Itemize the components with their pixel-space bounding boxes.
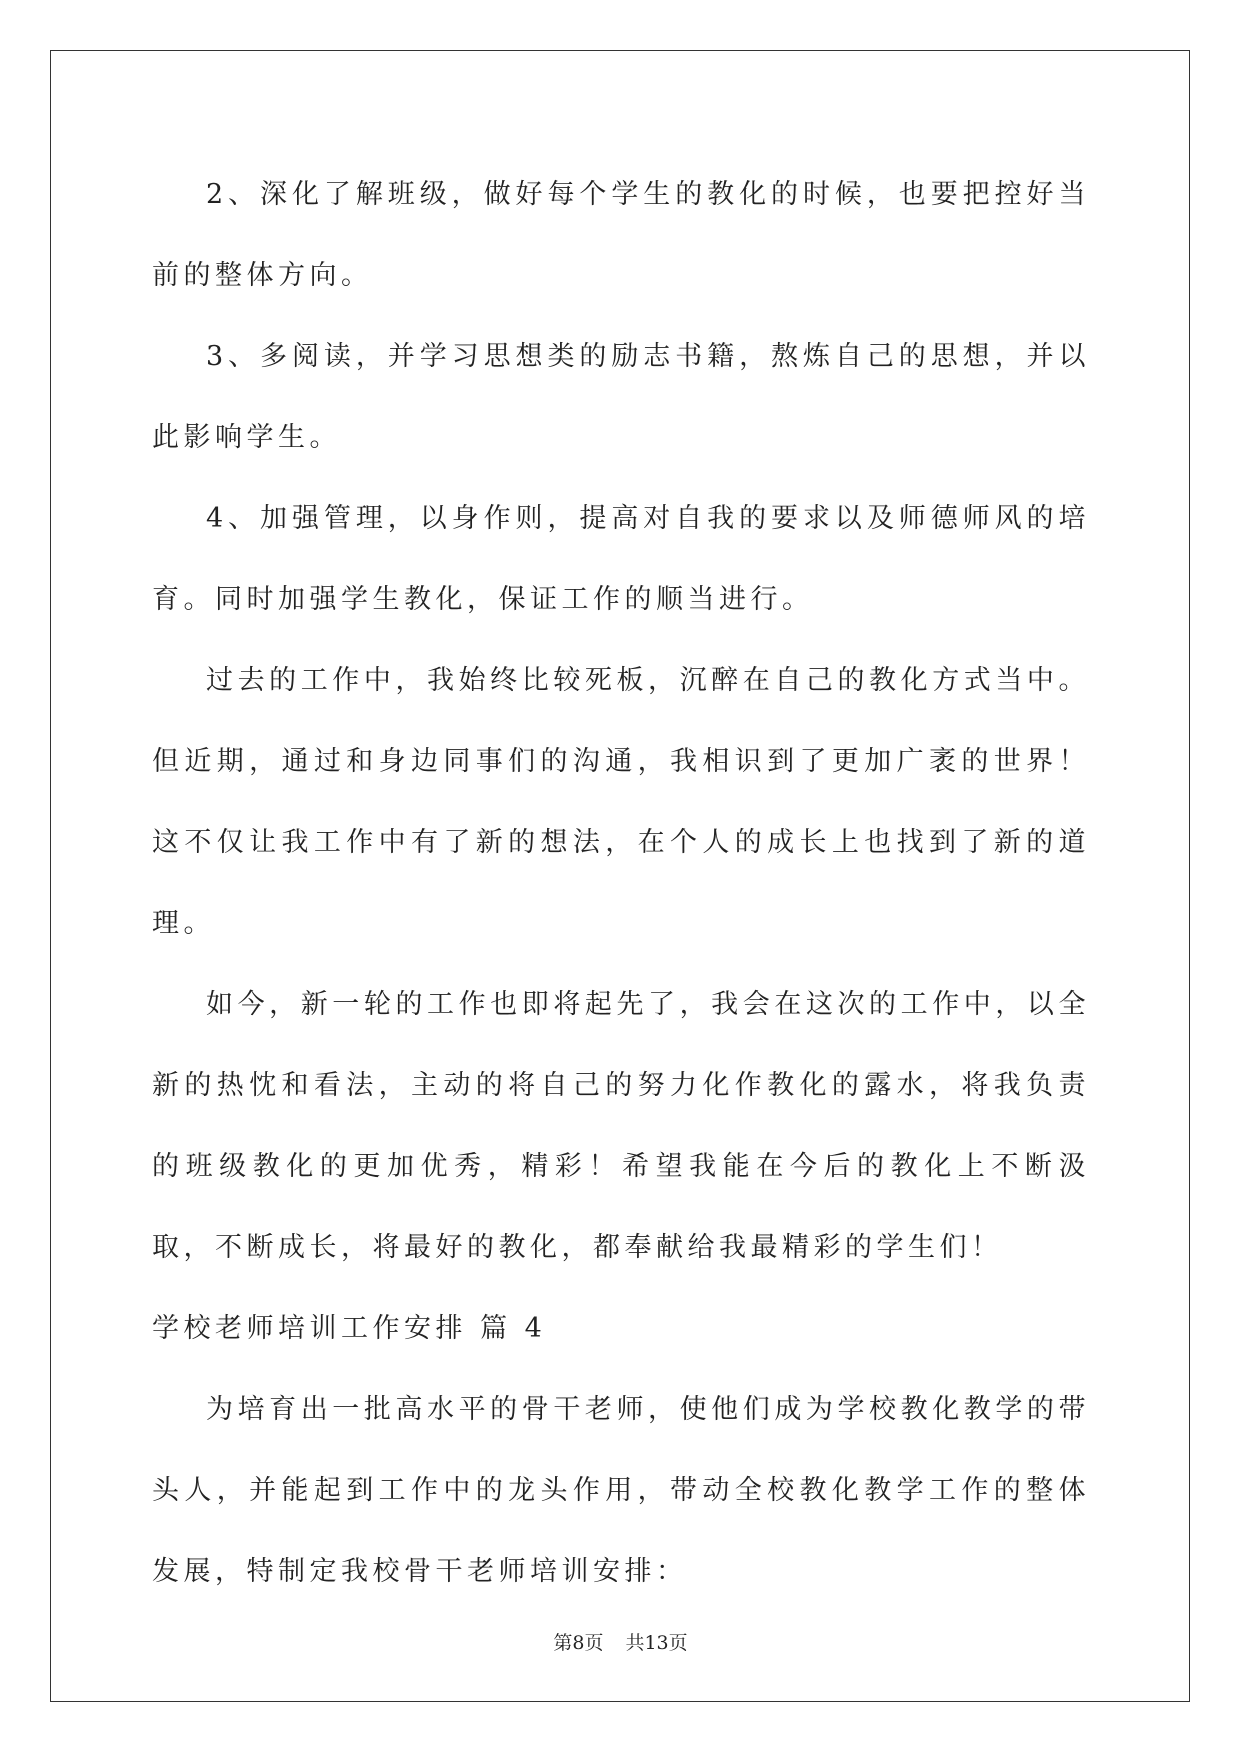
paragraph-intro: 为培育出一批高水平的骨干老师，使他们成为学校教化教学的带头人，并能起到工作中的龙头作用，带动全校教化教学工作的整体发展，特制定我校骨干老师培训安排： (152, 1394, 1090, 1587)
page-footer (0, 1628, 1241, 1655)
paragraph-item-4: 4、加强管理，以身作则，提高对自我的要求以及师德师风的培育。同时加强学生教化，保证工作的顺当进行。 (152, 503, 1090, 615)
paragraph-reflection: 过去的工作中，我始终比较死板，沉醉在自己的教化方式当中。但近期，通过和身边同事们的沟通，我相识到了更加广袤的世界！这不仅让我工作中有了新的想法，在个人的成长上也找到了新的道理。 (152, 665, 1090, 939)
paragraph-item-3: 3、多阅读，并学习思想类的励志书籍，熬炼自己的思想，并以此影响学生。 (152, 341, 1090, 453)
page-number: 第8页 (553, 1632, 604, 1654)
paragraph-outlook: 如今，新一轮的工作也即将起先了，我会在这次的工作中，以全新的热忱和看法，主动的将自己的努力化作教化的露水，将我负责的班级教化的更加优秀，精彩！希望我能在今后的教化上不断汲取，不断成长，将最好的教化，都奉献给我最精彩的学生们！ (152, 989, 1090, 1263)
paragraph-item-2: 2、深化了解班级，做好每个学生的教化的时候，也要把控好当前的整体方向。 (152, 179, 1090, 291)
document-body (152, 154, 1090, 1612)
section-heading: 学校老师培训工作安排 篇 4 (152, 1313, 547, 1344)
page-total: 共13页 (625, 1632, 688, 1654)
